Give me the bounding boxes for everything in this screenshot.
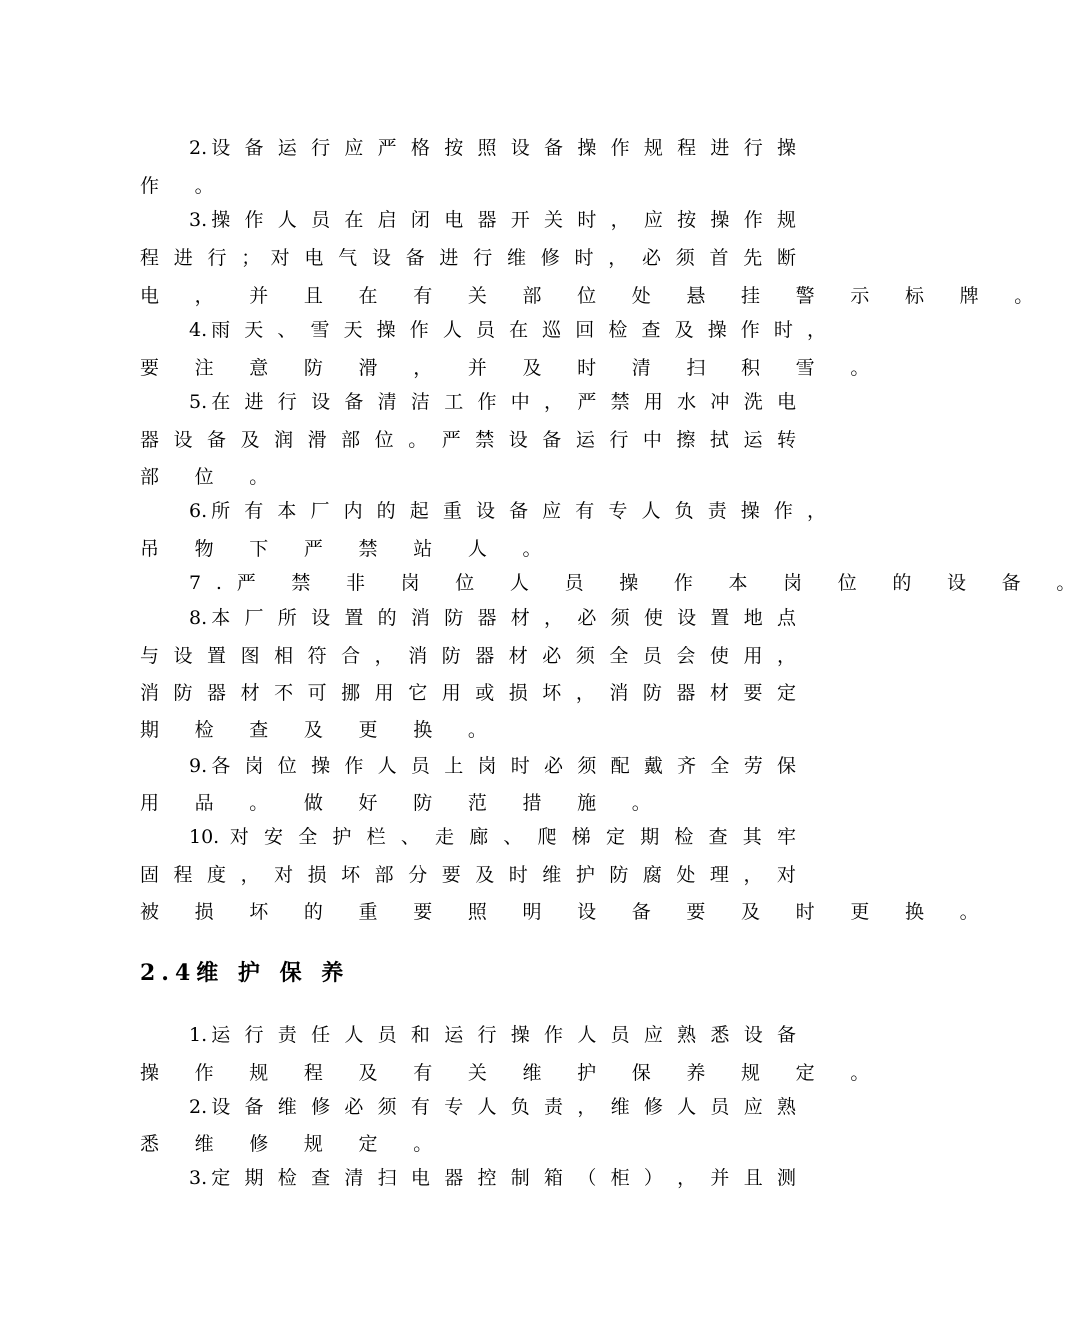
paragraph-line: 3.定 期 检 查 清 扫 电 器 控 制 箱 （ 柜 ） ， 并 且 测 xyxy=(189,1167,796,1189)
paragraph-line: 7.严 禁 非 岗 位 人 员 操 作 本 岗 位 的 设 备 。 xyxy=(189,572,1090,594)
paragraph-line: 吊 物 下 严 禁 站 人 。 xyxy=(140,538,557,560)
paragraph-line: 2.设 备 运 行 应 严 格 按 照 设 备 操 作 规 程 进 行 操 xyxy=(189,137,796,159)
paragraph-line: 6.所 有 本 厂 内 的 起 重 设 备 应 有 专 人 负 责 操 作 ， xyxy=(189,500,826,522)
paragraph-line: 要 注 意 防 滑 ， 并 及 时 清 扫 积 雪 。 xyxy=(140,357,885,379)
paragraph-line: 10. 对 安 全 护 栏 、 走 廊 、 爬 梯 定 期 检 查 其 牢 xyxy=(189,826,796,848)
paragraph-line: 被 损 坏 的 重 要 照 明 设 备 要 及 时 更 换 。 xyxy=(140,901,994,923)
paragraph-line: 程 进 行 ； 对 电 气 设 备 进 行 维 修 时 ， 必 须 首 先 断 xyxy=(140,247,796,269)
paragraph-line: 与 设 置 图 相 符 合 ， 消 防 器 材 必 须 全 员 会 使 用 ， xyxy=(140,645,796,667)
paragraph-line: 8.本 厂 所 设 置 的 消 防 器 材 ， 必 须 使 设 置 地 点 xyxy=(189,607,796,629)
paragraph-line: 3.操 作 人 员 在 启 闭 电 器 开 关 时 ， 应 按 操 作 规 xyxy=(189,209,796,231)
paragraph-line: 固 程 度 ， 对 损 坏 部 分 要 及 时 维 护 防 腐 处 理 ， 对 xyxy=(140,864,796,886)
paragraph-line: 器 设 备 及 润 滑 部 位 。 严 禁 设 备 运 行 中 擦 拭 运 转 xyxy=(140,429,796,451)
paragraph-line: 4.雨 天 、 雪 天 操 作 人 员 在 巡 回 检 查 及 操 作 时 ， xyxy=(189,319,826,341)
paragraph-line: 5.在 进 行 设 备 清 洁 工 作 中 ， 严 禁 用 水 冲 洗 电 xyxy=(189,391,796,413)
paragraph-line: 部 位 。 xyxy=(140,466,284,488)
paragraph-line: 电 ， 并 且 在 有 关 部 位 处 悬 挂 警 示 标 牌 。 xyxy=(140,285,1049,307)
paragraph-line: 用 品 。 做 好 防 范 措 施 。 xyxy=(140,792,666,814)
paragraph-line: 操 作 规 程 及 有 关 维 护 保 养 规 定 。 xyxy=(140,1062,885,1084)
section-heading: 2.4维 护 保 养 xyxy=(140,960,350,986)
paragraph-line: 作 。 xyxy=(140,175,229,197)
paragraph-line: 9.各 岗 位 操 作 人 员 上 岗 时 必 须 配 戴 齐 全 劳 保 xyxy=(189,755,796,777)
paragraph-line: 悉 维 修 规 定 。 xyxy=(140,1133,447,1155)
paragraph-line: 1.运 行 责 任 人 员 和 运 行 操 作 人 员 应 熟 悉 设 备 xyxy=(189,1024,796,1046)
paragraph-line: 消 防 器 材 不 可 挪 用 它 用 或 损 坏 ， 消 防 器 材 要 定 xyxy=(140,682,796,704)
paragraph-line: 期 检 查 及 更 换 。 xyxy=(140,719,502,741)
paragraph-line: 2.设 备 维 修 必 须 有 专 人 负 责 ， 维 修 人 员 应 熟 xyxy=(189,1096,796,1118)
